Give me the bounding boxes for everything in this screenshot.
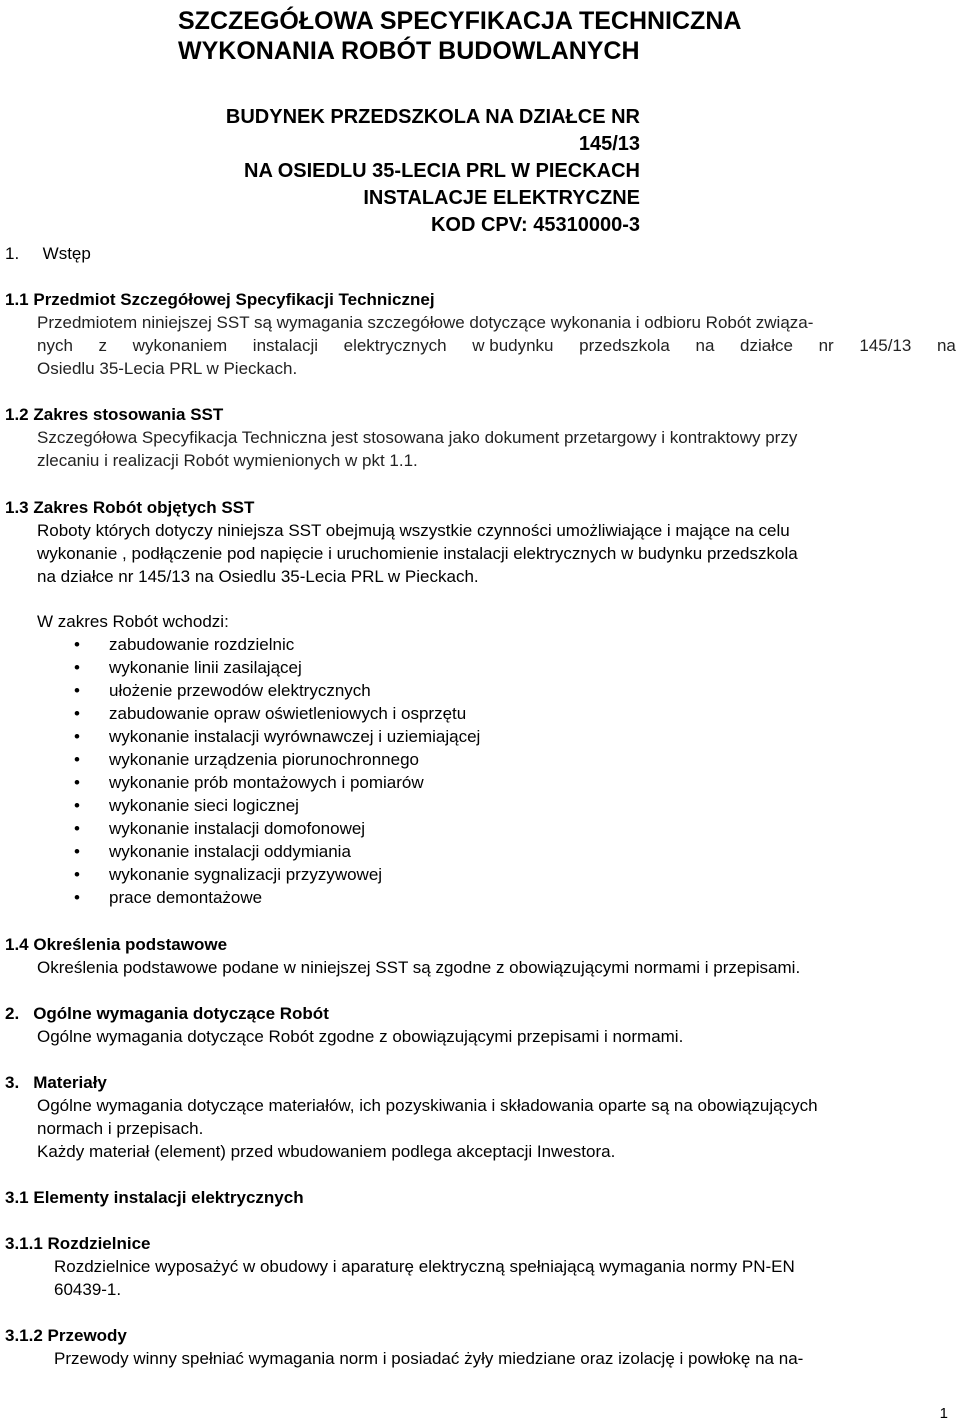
scope-list-item [37, 794, 480, 817]
section-1-2-line-2: zlecaniu i realizacji Robót wymienionych w pkt 1.1. [37, 451, 418, 470]
section-1-3-body [37, 519, 956, 588]
bullet-icon: • [74, 635, 80, 654]
scope-item-text: wykonanie sygnalizacji przyzywowej [109, 865, 383, 884]
scope-list-item [37, 748, 480, 771]
scope-intro: W zakres Robót wchodzi: [37, 612, 229, 631]
section-1-1-body [37, 311, 956, 380]
document-subtitle [200, 104, 640, 239]
section-3-line-2: normach i przepisach. [37, 1119, 204, 1138]
section-3-line-1: Ogólne wymagania dotyczące materiałów, ich pozyskiwania i składowania oparte są na obowiązujących [37, 1096, 818, 1115]
section-2-number: 2. [5, 1004, 20, 1023]
section-3-title: Materiały [33, 1073, 107, 1092]
section-3-1-2-line-1: Przewody winny spełniać wymagania norm i posiadać żyły miedziane oraz izolację i powłokę na na- [54, 1349, 804, 1368]
section-1-1-line-2-word: działce [740, 336, 793, 355]
bullet-icon: • [74, 681, 80, 700]
section-3-heading [5, 1071, 107, 1094]
scope-item-text: wykonanie instalacji domofonowej [109, 819, 366, 838]
bullet-icon: • [74, 796, 80, 815]
section-3-line-3: Każdy materiał (element) przed wbudowaniem podlega akceptacji Inwestora. [37, 1142, 616, 1161]
scope-item-text: wykonanie prób montażowych i pomiarów [109, 773, 424, 792]
section-2-heading [5, 1002, 329, 1025]
scope-item-text: wykonanie sieci logicznej [109, 796, 299, 815]
section-3-1-1-line-1: Rozdzielnice wyposażyć w obudowy i aparaturę elektryczną spełniającą wymagania normy PN-EN [54, 1257, 795, 1276]
subtitle-line-3: INSTALACJE ELEKTRYCZNE [363, 187, 640, 209]
scope-item-text: zabudowanie opraw oświetleniowych i osprzętu [109, 704, 467, 723]
section-1-4-line-1: Określenia podstawowe podane w niniejszej SST są zgodne z obowiązującymi normami i przepisami. [37, 958, 801, 977]
section-1-1-line-2-word: na [695, 336, 715, 355]
scope-list-item [37, 771, 480, 794]
page-number: 1 [939, 1405, 948, 1422]
scope-list-item [37, 679, 480, 702]
scope-item-text: wykonanie instalacji wyrównawczej i uziemiającej [109, 727, 481, 746]
section-1-1-line-1: Przedmiotem niniejszej SST są wymagania szczegółowe dotyczące wykonania i odbioru Robót związa- [37, 313, 814, 332]
title-line-1: SZCZEGÓŁOWA SPECYFIKACJA TECHNICZNA [178, 7, 742, 35]
section-1-1-line-2-word: w budynku [472, 336, 554, 355]
bullet-icon: • [74, 865, 80, 884]
section-1-1-heading: 1.1 Przedmiot Szczegółowej Specyfikacji Technicznej [5, 290, 435, 309]
section-3-1-1-heading: 3.1.1 Rozdzielnice [5, 1234, 151, 1253]
scope-list-item [37, 886, 480, 909]
section-3-1-heading: 3.1 Elementy instalacji elektrycznych [5, 1188, 304, 1207]
section-1-1-line-2-word: elektrycznych [343, 336, 447, 355]
scope-list-item [37, 817, 480, 840]
scope-item-text: zabudowanie rozdzielnic [109, 635, 295, 654]
scope-items [37, 633, 480, 909]
scope-list-item [37, 863, 480, 886]
scope-list-item [37, 656, 480, 679]
section-1-3-line-2: wykonanie , podłączenie pod napięcie i uruchomienie instalacji elektrycznych w budynku przedszkola [37, 544, 798, 563]
scope-item-text: wykonanie instalacji oddymiania [109, 842, 351, 861]
bullet-icon: • [74, 727, 80, 746]
section-1-heading [5, 242, 91, 265]
section-1-3-line-1: Roboty których dotyczy niniejsza SST obejmują wszystkie czynności umożliwiające i mające na celu [37, 521, 790, 540]
scope-item-text: wykonanie linii zasilającej [109, 658, 302, 677]
section-1-4-body [37, 956, 956, 979]
section-1-1-line-2-word: instalacji [252, 336, 318, 355]
scope-list-item [37, 840, 480, 863]
subtitle-line-4: KOD CPV: 45310000-3 [430, 214, 640, 236]
subtitle-line-2: NA OSIEDLU 35-LECIA PRL W PIECKACH [244, 160, 640, 182]
bullet-icon: • [74, 704, 80, 723]
document-title [178, 6, 741, 66]
subtitle-line-1: BUDYNEK PRZEDSZKOLA NA DZIAŁCE NR 145/13 [225, 106, 640, 155]
scope-list [37, 610, 480, 909]
bullet-icon: • [74, 888, 80, 907]
section-1-1-line-3: Osiedlu 35-Lecia PRL w Pieckach. [37, 359, 298, 378]
bullet-icon: • [74, 819, 80, 838]
section-1-1-line-2-word: nych [37, 336, 73, 355]
section-1-1-line-2 [37, 334, 956, 357]
section-1-number: 1. [5, 244, 20, 263]
section-1-4-heading: 1.4 Określenia podstawowe [5, 935, 228, 954]
section-1-3-heading: 1.3 Zakres Robót objętych SST [5, 498, 255, 517]
section-3-1-2-body [54, 1347, 956, 1370]
scope-item-text: ułożenie przewodów elektrycznych [109, 681, 371, 700]
section-3-1-1-body [54, 1255, 956, 1301]
scope-list-item [37, 633, 480, 656]
section-1-1-line-2-word: nr [818, 336, 834, 355]
section-1-2-line-1: Szczegółowa Specyfikacja Techniczna jest stosowana jako dokument przetargowy i kontraktowy przy [37, 428, 798, 447]
section-2-body [37, 1025, 956, 1048]
section-3-1-2-heading: 3.1.2 Przewody [5, 1326, 127, 1345]
section-3-body [37, 1094, 956, 1163]
section-1-title: Wstęp [42, 244, 91, 263]
bullet-icon: • [74, 750, 80, 769]
scope-item-text: wykonanie urządzenia piorunochronnego [109, 750, 419, 769]
scope-list-item [37, 725, 480, 748]
section-1-2-heading: 1.2 Zakres stosowania SST [5, 405, 224, 424]
section-1-2-body [37, 426, 956, 472]
section-3-1-1-line-2: 60439-1. [54, 1280, 122, 1299]
section-1-1-line-2-word: z [98, 336, 108, 355]
section-3-number: 3. [5, 1073, 20, 1092]
scope-list-item [37, 702, 480, 725]
section-2-title: Ogólne wymagania dotyczące Robót [33, 1004, 329, 1023]
bullet-icon: • [74, 658, 80, 677]
section-1-3-line-3: na działce nr 145/13 na Osiedlu 35-Lecia PRL w Pieckach. [37, 567, 479, 586]
section-2-line-1: Ogólne wymagania dotyczące Robót zgodne z obowiązującymi przepisami i normami. [37, 1027, 684, 1046]
title-line-2: WYKONANIA ROBÓT BUDOWLANYCH [178, 37, 640, 65]
section-1-1-line-2-word: 145/13 [859, 336, 912, 355]
section-1-1-line-2-word: przedszkola [579, 336, 670, 355]
section-1-1-line-2-word: na [936, 336, 956, 355]
bullet-icon: • [74, 842, 80, 861]
scope-item-text: prace demontażowe [109, 888, 263, 907]
bullet-icon: • [74, 773, 80, 792]
section-1-1-line-2-word: wykonaniem [132, 336, 228, 355]
